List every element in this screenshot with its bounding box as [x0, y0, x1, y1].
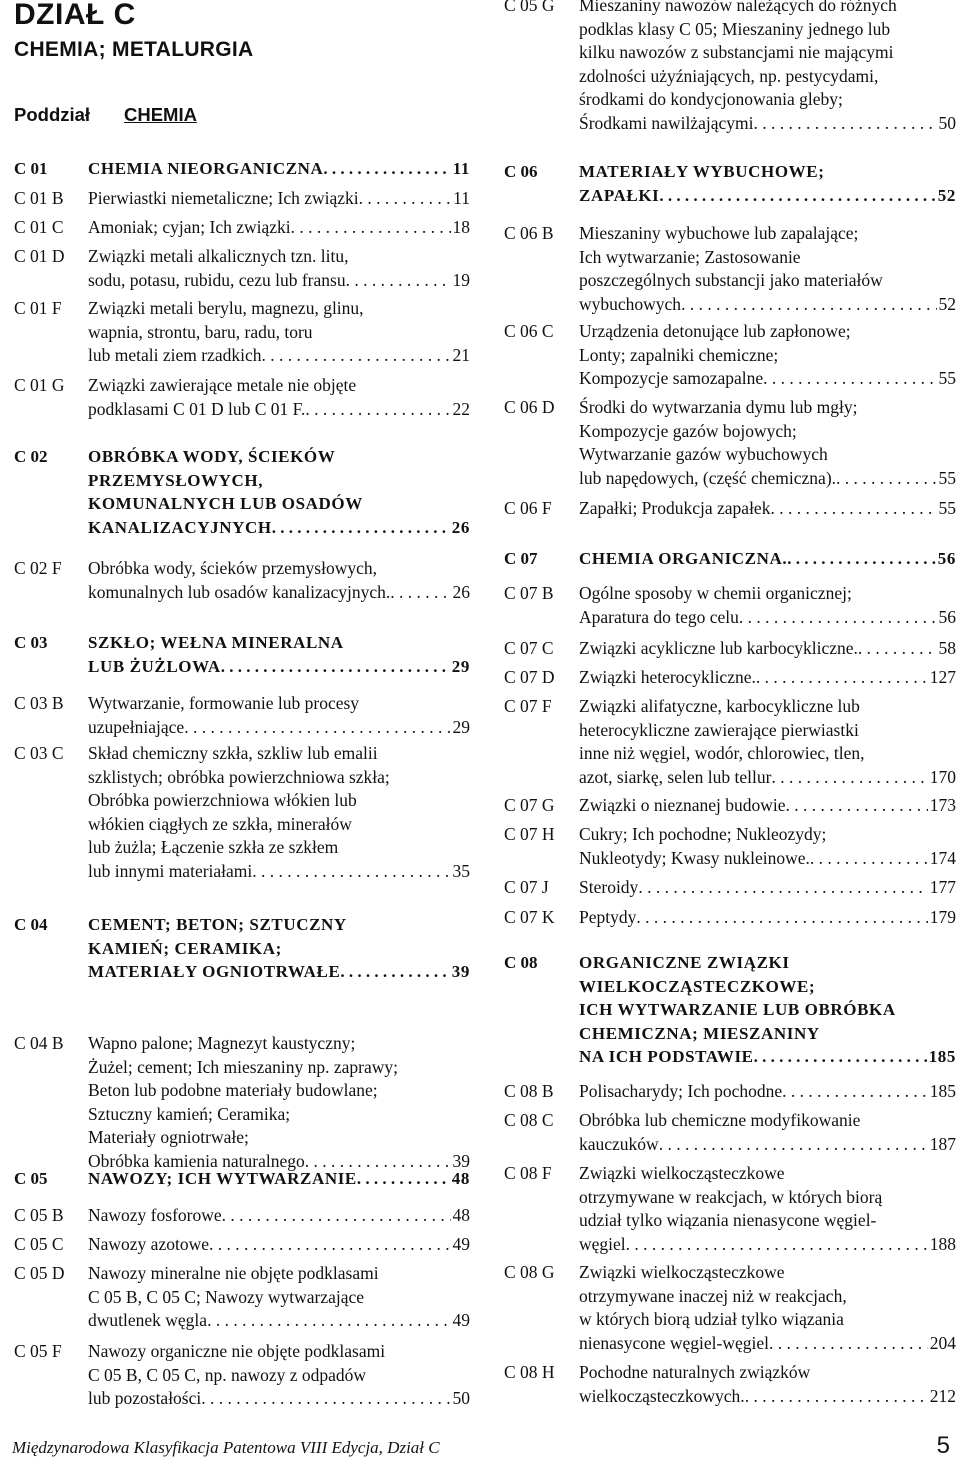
description-line: dwutlenek węgla — [88, 1310, 208, 1330]
page-number: 58 — [938, 638, 956, 658]
toc-entry — [504, 906, 956, 930]
class-description — [579, 320, 956, 391]
class-code: C 05 D — [14, 1263, 65, 1283]
description-line: azot, siarkę, selen lub tellur — [579, 766, 772, 787]
toc-entry — [14, 631, 470, 678]
class-description — [579, 1361, 956, 1408]
class-code: C 01 F — [14, 298, 62, 318]
page-number: 11 — [452, 159, 470, 178]
description-line: Kompozycje gazów bojowych; — [579, 420, 797, 441]
class-code: C 08 C — [504, 1110, 554, 1130]
toc-entry — [504, 0, 956, 135]
class-description — [88, 1340, 470, 1411]
toc-entry — [14, 1340, 470, 1411]
description-line: Urządzenia detonujące lub zapłonowe; — [579, 321, 851, 341]
section-subtitle: CHEMIA; METALURGIA — [14, 38, 254, 61]
description-line: NA ICH PODSTAWIE — [579, 1047, 754, 1066]
page-number: 29 — [452, 716, 470, 737]
leader-dots — [763, 367, 936, 391]
class-description — [88, 1167, 470, 1191]
description-line: kauczuków — [579, 1133, 659, 1154]
toc-entry — [14, 913, 470, 984]
toc-entry — [14, 692, 470, 739]
description-line: Lonty; zapalniki chemiczne; — [579, 344, 779, 365]
toc-entry — [504, 497, 956, 521]
page-number: 127 — [929, 667, 956, 687]
description-line: ZAPAŁKI — [579, 185, 660, 205]
page-number: 26 — [452, 581, 470, 602]
page-number: 19 — [452, 269, 470, 290]
class-code: C 07 C — [504, 638, 554, 658]
toc-entry — [14, 374, 470, 421]
class-description — [88, 187, 470, 211]
description-line: lub pozostałości — [88, 1388, 202, 1408]
page-number: 177 — [929, 877, 956, 897]
description-line: MATERIAŁY WYBUCHOWE; — [579, 162, 825, 181]
class-description — [88, 297, 470, 368]
description-line: Sztuczny kamień; Ceramika; — [88, 1103, 291, 1124]
description-line: komunalnych lub osadów kanalizacyjnych. — [88, 581, 391, 602]
leader-dots — [390, 581, 450, 605]
description-line: Obróbka lub chemiczne modyfikowanie — [579, 1110, 861, 1130]
description-line: PRZEMYSŁOWYCH, — [88, 470, 264, 490]
description-line: Obróbka kamienia naturalnego — [88, 1150, 305, 1171]
leader-dots — [184, 716, 450, 740]
description-line: Nawozy organiczne nie objęte podklasami — [88, 1341, 386, 1361]
class-code: C 02 — [14, 447, 48, 466]
description-line: w których biorą udział tylko wiązania — [579, 1309, 844, 1329]
class-description — [88, 1262, 470, 1333]
page-number: 185 — [928, 1047, 956, 1066]
description-line: Związki wielkocząsteczkowe — [579, 1262, 785, 1282]
leader-dots — [222, 1204, 451, 1228]
description-line: Ogólne sposoby w chemii organicznej; — [579, 583, 852, 603]
leader-dots — [787, 547, 936, 571]
toc-entry — [504, 1361, 956, 1408]
class-code: C 04 B — [14, 1033, 64, 1053]
description-line: Nawozy mineralne nie objęte podklasami — [88, 1263, 379, 1283]
toc-entry — [14, 245, 470, 292]
description-line: Wytwarzanie, formowanie lub procesy — [88, 693, 360, 713]
toc-entry — [504, 582, 956, 629]
description-line: poszczególnych substancji jako materiałów — [579, 270, 883, 290]
class-description — [88, 557, 470, 604]
class-description — [579, 823, 956, 870]
description-line: Związki metali alkalicznych tzn. litu, — [88, 246, 349, 266]
class-code: C 08 F — [504, 1163, 552, 1183]
toc-entry — [14, 1204, 470, 1228]
class-description — [88, 742, 470, 883]
toc-entry — [14, 216, 470, 240]
description-line: podklas klasy C 05; Mieszaniny jednego lub — [579, 18, 891, 39]
page-number: 22 — [452, 398, 470, 419]
description-line: Środkami nawilżającymi — [579, 112, 754, 133]
class-code: C 07 G — [504, 795, 555, 815]
page-number: 204 — [929, 1332, 956, 1353]
toc-entry — [504, 396, 956, 490]
leader-dots — [201, 1387, 450, 1411]
toc-entry — [14, 1262, 470, 1333]
class-code: C 03 B — [14, 693, 64, 713]
leader-dots — [681, 293, 936, 317]
description-line: Kompozycje samozapalne — [579, 368, 764, 388]
class-description — [88, 913, 470, 984]
class-code: C 05 G — [504, 0, 555, 15]
class-description — [579, 794, 956, 818]
toc-entry — [504, 320, 956, 391]
toc-entry — [14, 1167, 470, 1191]
description-line: KANALIZACYJNYCH — [88, 517, 272, 537]
toc-entry — [14, 187, 470, 211]
leader-dots — [305, 398, 450, 422]
class-description — [88, 1233, 470, 1257]
description-line: heterocykliczne zawierające pierwiastki — [579, 719, 859, 740]
description-line: SZKŁO; WEŁNA MINERALNA — [88, 633, 344, 652]
class-description — [579, 666, 956, 690]
description-line: Obróbka wody, ścieków przemysłowych, — [88, 558, 378, 578]
leader-dots — [769, 1332, 928, 1356]
description-line: Związki metali berylu, magnezu, glinu, — [88, 298, 364, 318]
page-number: 179 — [929, 907, 956, 927]
subsection-name: CHEMIA — [124, 104, 197, 125]
description-line: udział tylko wiązania nienasycone węgiel- — [579, 1210, 877, 1230]
toc-entry — [14, 157, 470, 181]
class-code: C 07 F — [504, 696, 552, 716]
class-description — [579, 160, 956, 207]
leader-dots — [786, 794, 928, 818]
page-number: 48 — [452, 1205, 470, 1225]
leader-dots — [261, 344, 450, 368]
page-number: 56 — [938, 606, 956, 627]
toc-entry — [504, 1109, 956, 1156]
page-number: 55 — [938, 368, 956, 388]
class-description — [579, 547, 956, 571]
toc-entry — [504, 637, 956, 661]
description-line: C 05 B, C 05 C, np. nawozy z odpadów — [88, 1364, 367, 1385]
class-code: C 01 D — [14, 246, 65, 266]
class-description — [579, 582, 956, 629]
class-description — [88, 245, 470, 292]
description-line: CHEMIA ORGANICZNA. — [579, 549, 788, 568]
class-code: C 07 — [504, 549, 538, 568]
description-line: inne niż węgiel, wodór, chlorowiec, tlen, — [579, 743, 865, 763]
class-code: C 07 J — [504, 877, 549, 897]
toc-entry — [504, 1261, 956, 1355]
description-line: szklistych; obróbka powierzchniowa szkła; — [88, 766, 390, 787]
leader-dots — [770, 497, 936, 521]
class-description — [579, 951, 956, 1069]
toc-entry — [504, 794, 956, 818]
toc-entry — [14, 1233, 470, 1257]
class-code: C 08 H — [504, 1362, 555, 1382]
description-line: Związki heterocykliczne. — [579, 667, 756, 687]
page-number: 187 — [929, 1133, 956, 1154]
page-number: 21 — [452, 345, 470, 365]
toc-entry — [504, 160, 956, 207]
leader-dots — [359, 187, 451, 211]
class-code: C 01 — [14, 159, 48, 178]
class-description — [88, 1204, 470, 1228]
description-line: KAMIEŃ; CERAMIKA; — [88, 938, 282, 958]
class-description — [88, 445, 470, 539]
leader-dots — [745, 1385, 928, 1409]
class-description — [579, 637, 956, 661]
description-line: środkami do kondycjonowania gleby; — [579, 89, 843, 109]
description-line: włókien ciągłych ze szkła, minerałów — [88, 813, 352, 834]
page-number: 188 — [929, 1233, 956, 1254]
leader-dots — [836, 467, 936, 491]
description-line: C 05 B, C 05 C; Nawozy wytwarzające — [88, 1286, 365, 1307]
toc-entry — [504, 876, 956, 900]
class-code: C 07 H — [504, 824, 555, 844]
description-line: Żużel; cement; Ich mieszaniny np. zaprawy; — [88, 1056, 399, 1077]
class-code: C 06 B — [504, 223, 554, 243]
class-code: C 07 B — [504, 583, 554, 603]
leader-dots — [756, 666, 928, 690]
class-description — [88, 216, 470, 240]
page-number: 49 — [452, 1234, 470, 1254]
page-number: 174 — [929, 847, 956, 868]
page-number: 185 — [929, 1081, 956, 1101]
description-line: Związki alifatyczne, karbocykliczne lub — [579, 696, 860, 716]
description-line: Wytwarzanie gazów wybuchowych — [579, 444, 828, 464]
toc-entry — [504, 695, 956, 789]
description-line: Obróbka powierzchniowa włókien lub — [88, 790, 357, 810]
description-line: Aparatura do tego celu — [579, 606, 739, 627]
page-number: 170 — [929, 766, 956, 787]
description-line: OBRÓBKA WODY, ŚCIEKÓW — [88, 447, 336, 466]
description-line: zdolności użyźniających, np. pestycydami, — [579, 65, 879, 86]
class-code: C 06 C — [504, 321, 554, 341]
class-description — [88, 631, 470, 678]
description-line: wybuchowych — [579, 293, 682, 314]
page-number: 173 — [929, 795, 956, 815]
leader-dots — [754, 1045, 927, 1069]
class-description — [88, 1032, 470, 1173]
description-line: CEMENT; BETON; SZTUCZNY — [88, 915, 347, 934]
page-number: 39 — [451, 962, 470, 981]
toc-entry — [504, 951, 956, 1069]
leader-dots — [291, 216, 451, 240]
class-code: C 04 — [14, 915, 48, 934]
leader-dots — [272, 516, 450, 540]
leader-dots — [638, 876, 927, 900]
leader-dots — [346, 269, 451, 293]
class-description — [579, 1261, 956, 1355]
description-line: KOMUNALNYCH LUB OSADÓW — [88, 494, 363, 513]
page-number: 29 — [451, 656, 470, 676]
description-line: CHEMIA NIEORGANICZNA — [88, 159, 324, 178]
class-code: C 05 — [14, 1169, 48, 1188]
description-line: sodu, potasu, rubidu, cezu lub fransu — [88, 269, 346, 290]
description-line: Wapno palone; Magnezyt kaustyczny; — [88, 1033, 356, 1053]
description-line: nienasycone węgiel-węgiel — [579, 1332, 769, 1353]
description-line: Pochodne naturalnych związków — [579, 1362, 811, 1382]
description-line: Nawozy fosforowe — [88, 1205, 222, 1225]
toc-entry — [504, 666, 956, 690]
class-code: C 06 D — [504, 397, 555, 417]
description-line: uzupełniające — [88, 716, 185, 737]
class-code: C 03 — [14, 633, 48, 652]
description-line: Skład chemiczny szkła, szkliw lub emalii — [88, 743, 378, 763]
class-description — [579, 1080, 956, 1104]
leader-dots — [771, 766, 927, 790]
leader-dots — [739, 606, 937, 630]
leader-dots — [810, 847, 928, 871]
description-line: lub metali ziem rzadkich — [88, 345, 262, 365]
leader-dots — [340, 960, 449, 984]
class-code: C 06 — [504, 162, 538, 181]
class-code: C 03 C — [14, 743, 64, 763]
class-description — [579, 876, 956, 900]
description-line: LUB ŻUŻLOWA — [88, 656, 221, 676]
description-line: Mieszaniny nawozów należących do różnych — [579, 0, 897, 15]
toc-entry — [504, 1162, 956, 1256]
class-code: C 07 D — [504, 667, 555, 687]
leader-dots — [252, 860, 450, 884]
leader-dots — [753, 112, 936, 136]
toc-entry — [14, 445, 470, 539]
description-line: WIELKOCZĄSTECZKOWE; — [579, 976, 816, 996]
class-code: C 07 K — [504, 907, 555, 927]
description-line: Beton lub podobne materiały budowlane; — [88, 1080, 378, 1100]
leader-dots — [659, 1133, 928, 1157]
leader-dots — [858, 637, 937, 661]
footer-page-number: 5 — [936, 1432, 950, 1459]
page-number: 48 — [451, 1169, 470, 1188]
description-line: Ich wytwarzanie; Zastosowanie — [579, 246, 801, 267]
class-code: C 01 G — [14, 375, 65, 395]
class-code: C 08 B — [504, 1081, 554, 1101]
leader-dots — [782, 1080, 928, 1104]
class-code: C 05 C — [14, 1234, 64, 1254]
class-code: C 08 G — [504, 1262, 555, 1282]
toc-entry — [14, 742, 470, 883]
description-line: lub innymi materiałami — [88, 860, 253, 881]
class-code: C 05 B — [14, 1205, 64, 1225]
class-description — [579, 0, 956, 135]
toc-entry — [504, 222, 956, 316]
description-line: Nawozy azotowe — [88, 1234, 209, 1254]
description-line: Związki wielkocząsteczkowe — [579, 1163, 785, 1183]
subsection-label: Poddział — [14, 104, 91, 125]
class-code: C 06 F — [504, 498, 552, 518]
page-number: 49 — [452, 1310, 470, 1330]
description-line: ORGANICZNE ZWIĄZKI — [579, 953, 790, 972]
description-line: Mieszaniny wybuchowe lub zapalające; — [579, 223, 859, 243]
leader-dots — [659, 184, 935, 208]
description-line: Amoniak; cyjan; Ich związki — [88, 217, 291, 237]
class-description — [579, 396, 956, 490]
toc-entry — [504, 547, 956, 571]
description-line: Polisacharydy; Ich pochodne — [579, 1081, 783, 1101]
description-line: otrzymywane inaczej niż w reakcjach, — [579, 1285, 847, 1306]
description-line: Zapałki; Produkcja zapałek — [579, 498, 771, 518]
page-number: 52 — [937, 185, 956, 205]
page-number: 212 — [929, 1385, 956, 1406]
toc-entry — [14, 1032, 470, 1173]
class-description — [579, 497, 956, 521]
description-line: Nukleotydy; Kwasy nukleinowe. — [579, 847, 810, 868]
class-description — [88, 374, 470, 421]
leader-dots — [221, 655, 450, 679]
toc-entry — [14, 297, 470, 368]
page-number: 50 — [452, 1388, 470, 1408]
description-line: NAWOZY; ICH WYTWARZANIE — [88, 1169, 357, 1188]
description-line: wielkocząsteczkowych. — [579, 1385, 745, 1406]
class-code: C 08 — [504, 953, 538, 972]
footer-publication: Międzynarodowa Klasyfikacja Patentowa VIII Edycja, Dział C — [12, 1438, 440, 1457]
page-number: 52 — [938, 293, 956, 314]
section-title: DZIAŁ C — [14, 0, 136, 31]
class-code: C 02 F — [14, 558, 62, 578]
page-number: 35 — [452, 860, 470, 881]
description-line: Związki o nieznanej budowie — [579, 795, 786, 815]
page-number: 56 — [937, 549, 956, 568]
class-description — [579, 222, 956, 316]
leader-dots — [626, 1233, 928, 1257]
toc-entry — [504, 1080, 956, 1104]
page-number: 39 — [452, 1150, 470, 1171]
description-line: ICH WYTWARZANIE LUB OBRÓBKA — [579, 1000, 896, 1019]
class-code: C 01 C — [14, 217, 64, 237]
page-number: 55 — [938, 498, 956, 518]
toc-entry — [14, 557, 470, 604]
description-line: Pierwiastki niemetaliczne; Ich związki — [88, 188, 359, 208]
page-number: 55 — [938, 467, 956, 488]
description-line: Cukry; Ich pochodne; Nukleozydy; — [579, 824, 827, 844]
description-line: Związki zawierające metale nie objęte — [88, 375, 357, 395]
description-line: lub napędowych, (część chemiczna). — [579, 467, 837, 488]
description-line: Steroidy — [579, 877, 639, 897]
leader-dots — [357, 1167, 450, 1191]
class-description — [579, 1109, 956, 1156]
description-line: wapnia, strontu, baru, radu, toru — [88, 321, 313, 342]
description-line: podklasami C 01 D lub C 01 F. — [88, 398, 306, 419]
description-line: Związki acykliczne lub karbocykliczne. — [579, 638, 858, 658]
page-number: 26 — [451, 517, 470, 537]
leader-dots — [636, 906, 927, 930]
page-number: 50 — [938, 112, 956, 133]
description-line: lub żużla; Łączenie szkła ze szkłem — [88, 837, 339, 857]
page-number: 18 — [452, 217, 470, 237]
description-line: MATERIAŁY OGNIOTRWAŁE — [88, 962, 341, 981]
leader-dots — [209, 1233, 451, 1257]
class-code: C 05 F — [14, 1341, 62, 1361]
class-description — [88, 692, 470, 739]
leader-dots — [207, 1309, 450, 1333]
class-description — [579, 1162, 956, 1256]
description-line: Środki do wytwarzania dymu lub mgły; — [579, 397, 858, 417]
leader-dots — [323, 157, 450, 181]
page-number: 11 — [453, 188, 470, 208]
description-line: węgiel — [579, 1233, 626, 1254]
description-line: Materiały ogniotrwałe; — [88, 1127, 249, 1147]
description-line: CHEMICZNA; MIESZANINY — [579, 1023, 820, 1043]
class-description — [88, 157, 470, 181]
description-line: kilku nawozów z substancjami nie mającymi — [579, 42, 894, 62]
description-line: otrzymywane w reakcjach, w których biorą — [579, 1186, 883, 1207]
description-line: Peptydy — [579, 907, 637, 927]
toc-entry — [504, 823, 956, 870]
class-description — [579, 906, 956, 930]
class-code: C 01 B — [14, 188, 64, 208]
class-description — [579, 695, 956, 789]
